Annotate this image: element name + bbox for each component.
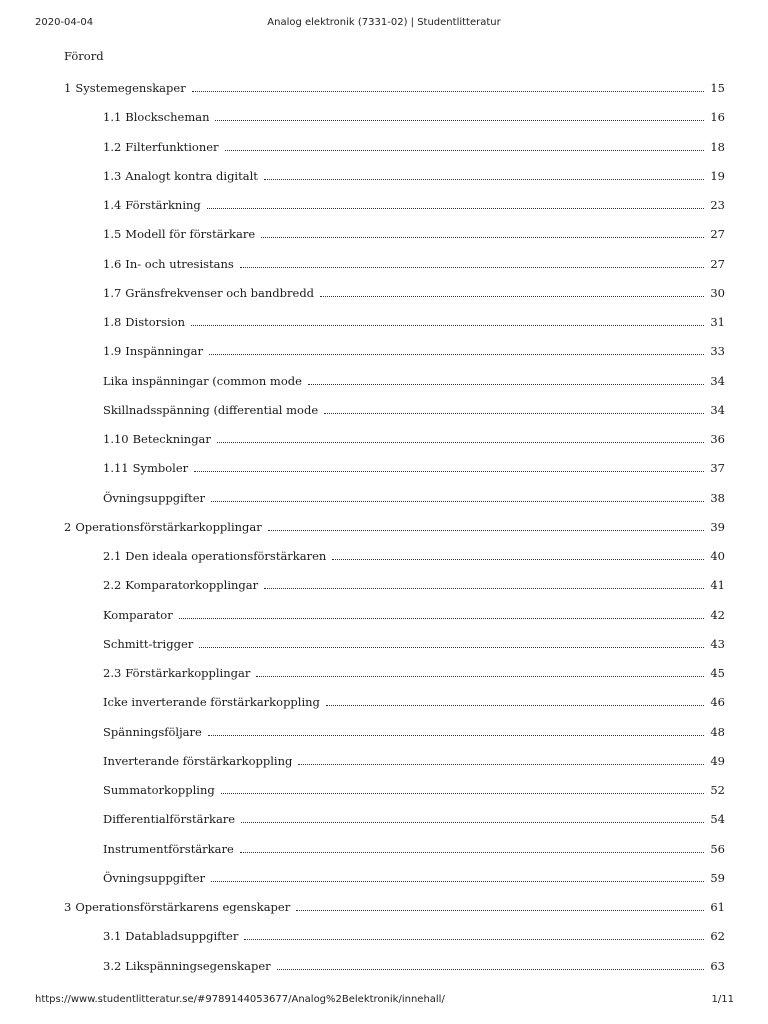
toc-entry-page: 49 [710,753,725,768]
toc-entry[interactable] [103,255,725,271]
toc-entry-page: 27 [710,227,725,242]
toc-entry[interactable] [64,79,725,95]
toc-entry-title: Summatorkoppling [103,783,215,797]
toc-entry[interactable] [103,752,725,768]
toc-entry[interactable] [103,489,725,505]
toc-entry-page: 18 [710,139,725,154]
toc-entry-page: 15 [710,81,725,95]
toc-entry-title: Inspänningar [125,344,203,359]
dot-leader [277,969,705,970]
toc-entry[interactable] [103,723,725,739]
toc-entry[interactable] [103,693,725,709]
toc-entry[interactable] [103,342,725,358]
toc-entry-page: 56 [710,841,725,856]
toc-entry-title: Differentialförstärkare [103,812,236,827]
page-footer [0,994,768,1008]
toc-entry[interactable] [103,635,725,651]
dot-leader [191,325,704,326]
dot-leader [256,676,704,677]
dot-leader [241,822,704,823]
dot-leader [324,413,704,414]
toc-entry-number: 2.2 [103,578,122,593]
toc-entry[interactable] [103,138,725,154]
toc-entry-title: Distorsion [125,315,186,329]
toc-entry-title: Systemegenskaper [75,81,186,95]
dot-leader [209,354,704,355]
toc-entry-title: Komparatorkopplingar [125,578,259,593]
toc-entry-title: Lika inspänningar (common mode [103,373,302,388]
dot-leader [244,939,704,940]
toc-entry[interactable] [103,167,725,183]
print-date: 2020-04-04 [35,17,94,28]
dot-leader [211,881,704,882]
toc-entry-number: 1 [64,81,72,95]
toc-entry-number: 1.5 [103,227,122,242]
toc-entry[interactable] [103,196,725,212]
toc-entry-title: Blockscheman [125,110,210,125]
dot-leader [240,852,705,853]
toc-entry[interactable] [103,108,725,124]
dot-leader [192,91,705,92]
toc-entry-number: 1.3 [103,168,122,183]
toc-entry-page: 40 [710,549,725,563]
dot-leader [215,120,704,121]
toc-entry-title: Skillnadsspänning (differential mode [103,402,319,417]
dot-leader [194,471,704,472]
dot-leader [217,442,704,443]
toc-entry[interactable] [64,898,725,914]
toc-entry[interactable] [64,518,725,534]
dot-leader [326,705,704,706]
toc-entry-title: Instrumentförstärkare [103,841,234,856]
dot-leader [308,384,704,385]
dot-leader [240,267,705,268]
toc-entry[interactable] [103,459,725,475]
dot-leader [211,501,704,502]
dot-leader [199,647,704,648]
dot-leader [264,179,704,180]
toc-entry-title: Symboler [132,461,189,476]
toc-entry-title: Spänningsföljare [103,724,202,739]
dot-leader [268,530,705,531]
toc-entry-page: 48 [710,724,725,739]
toc-entry-page: 27 [710,256,725,271]
page-title: Analog elektronik (7331-02) | Studentlitteratur [267,17,501,28]
toc-entry-title: Övningsuppgifter [103,490,206,505]
toc-entry-page: 34 [710,402,725,417]
toc-entry-page: 41 [710,578,725,593]
toc-entry-page: 59 [710,870,725,885]
toc-entry-number: 3.1 [103,929,122,944]
dot-leader [179,618,705,619]
toc-entry-title: Operationsförstärkarens egenskaper [75,900,291,914]
dot-leader [261,237,704,238]
toc-entry[interactable] [103,957,725,973]
toc-entry-page: 16 [710,110,725,125]
toc-entry-title: Schmitt-trigger [103,636,194,651]
toc-entry-title: Förstärkning [125,198,201,212]
toc-entry[interactable] [103,576,725,592]
toc-entry-title: Övningsuppgifter [103,870,206,885]
toc-entry-title: Den ideala operationsförstärkaren [125,549,327,563]
toc-entry-page: 36 [710,432,725,446]
toc-entry-title: Komparator [103,607,173,622]
toc-entry-page: 34 [710,373,725,388]
toc-entry-number: 1.4 [103,198,122,212]
toc-entry-page: 30 [710,285,725,300]
toc-entry-number: 1.1 [103,110,122,125]
toc-entry-page: 62 [710,929,725,944]
toc-entry[interactable] [103,781,725,797]
toc-entry-page: 19 [710,168,725,183]
toc-entry-number: 1.10 [103,432,129,446]
toc-entry-title: Analogt kontra digitalt [125,168,258,183]
toc-entry-title: Beteckningar [132,432,211,446]
toc-entry-page: 23 [710,198,725,212]
toc-entry-page: 43 [710,636,725,651]
toc-entry-number: 2.3 [103,666,122,680]
toc-entry-page: 45 [710,666,725,680]
toc-entry[interactable] [103,664,725,680]
dot-leader [208,735,705,736]
toc-entry-number: 1.2 [103,139,122,154]
toc-entry-title: Gränsfrekvenser och bandbredd [125,285,315,300]
toc-entry[interactable] [103,225,725,241]
toc-entry[interactable] [103,869,725,885]
toc-entry-title: Förstärkarkopplingar [125,666,251,680]
dot-leader [207,208,705,209]
toc-entry-page: 42 [710,607,725,622]
dot-leader [296,910,704,911]
toc-entry-page: 46 [710,695,725,710]
toc-entry-number: 1.11 [103,461,129,476]
toc-entry[interactable] [103,547,725,563]
toc-entry[interactable] [103,372,725,388]
toc-entry[interactable] [103,313,725,329]
toc-entry[interactable] [103,430,725,446]
toc-entry[interactable] [103,284,725,300]
toc-entry-page: 52 [710,783,725,797]
toc-entry[interactable] [103,401,725,417]
toc-entry[interactable] [103,927,725,943]
dot-leader [332,559,704,560]
toc-entry-number: 3 [64,900,72,914]
toc-entry-title: In- och utresistans [125,256,234,271]
toc-entry-page: 37 [710,461,725,476]
toc-entry-number: 2.1 [103,549,122,563]
dot-leader [320,296,704,297]
toc-entry-page: 54 [710,812,725,827]
dot-leader [225,150,705,151]
toc-entry-page: 61 [710,900,725,914]
dot-leader [264,588,704,589]
toc-entry-number: 1.7 [103,285,122,300]
toc-entry-number: 1.6 [103,256,122,271]
toc-entry-number: 3.2 [103,958,122,973]
page-url: https://www.studentlitteratur.se/#9789144053677/Analog%2Belektronik/innehall/ [35,994,445,1005]
toc-entry-title: Likspänningsegenskaper [125,958,271,973]
toc-entry-title: Databladsuppgifter [125,929,239,944]
toc-entry-page: 31 [710,315,725,329]
toc-entry-title: Inverterande förstärkarkoppling [103,753,293,768]
toc-entry-number: 2 [64,519,72,534]
toc-entry-page: 63 [710,958,725,973]
toc-entry[interactable] [103,840,725,856]
toc-entry-title: Icke inverterande förstärkarkoppling [103,695,320,710]
dot-leader [298,764,704,765]
toc-entry-forord[interactable]: Förord [64,49,104,63]
dot-leader [221,793,705,794]
toc-entry[interactable] [103,606,725,622]
page-counter: 1/11 [711,994,734,1005]
toc-entry-number: 1.9 [103,344,122,359]
toc-entry-page: 38 [710,490,725,505]
toc-entry-title: Filterfunktioner [125,139,219,154]
toc-entry-page: 39 [710,519,725,534]
toc-entry[interactable] [103,810,725,826]
toc-entry-number: 1.8 [103,315,122,329]
toc-entry-title: Operationsförstärkarkopplingar [75,519,262,534]
toc-entry-page: 33 [710,344,725,359]
toc-entry-title: Modell för förstärkare [125,227,256,242]
